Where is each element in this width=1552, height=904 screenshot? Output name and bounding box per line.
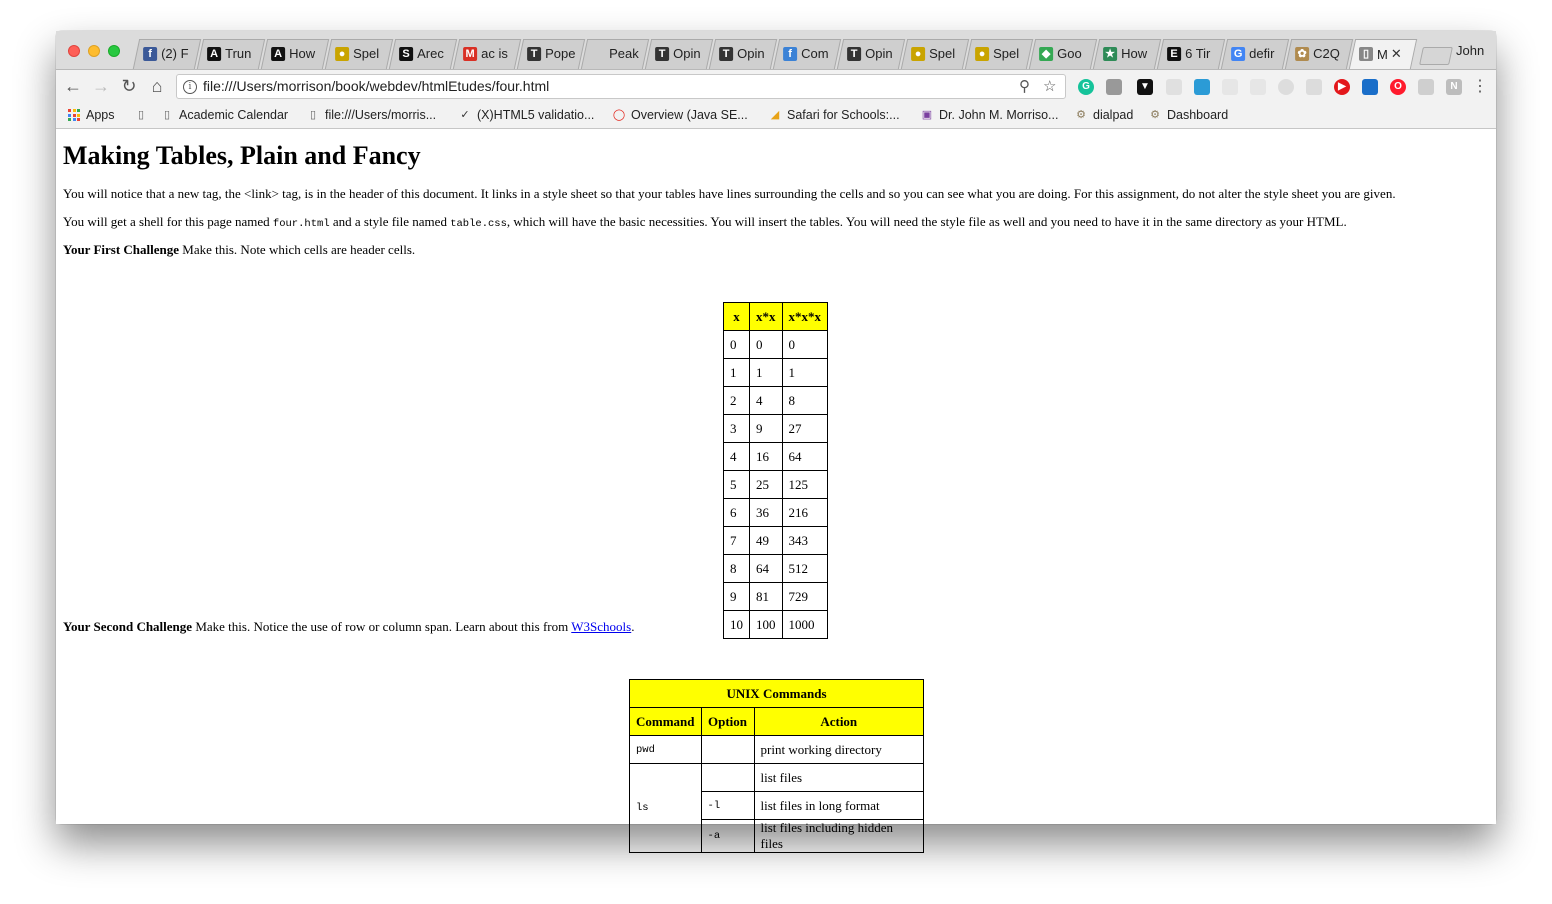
table-cell: 27	[782, 415, 828, 443]
menu-dots-icon[interactable]: ⋮	[1472, 78, 1488, 95]
table-row	[724, 583, 828, 611]
table-row	[724, 359, 828, 387]
browser-tab[interactable]	[709, 39, 777, 69]
table-cell: 0	[750, 331, 783, 359]
unix-header-row	[630, 708, 924, 736]
forward-button[interactable]: →	[92, 76, 110, 96]
action-cell: list files in long format	[754, 792, 923, 820]
table-cell: 6	[724, 499, 750, 527]
youtube-icon[interactable]: ▶	[1334, 79, 1350, 95]
browser-tab[interactable]	[453, 39, 521, 69]
powers-table-header-row	[724, 303, 828, 331]
apps-icon	[68, 109, 80, 121]
command-cell: pwd	[630, 736, 702, 764]
table-cell: 0	[782, 331, 828, 359]
table-row	[724, 415, 828, 443]
unix-commands-caption: UNIX Commands	[630, 680, 924, 708]
tab-label: Opin	[737, 46, 765, 61]
facebook-icon: f	[783, 47, 797, 61]
table-row	[724, 611, 828, 639]
table-row	[724, 555, 828, 583]
table-cell: 2	[724, 387, 750, 415]
browser-tab[interactable]	[133, 39, 201, 69]
table-cell: 8	[782, 387, 828, 415]
intro-paragraph: You will notice that a new tag, the <link> tag, is in the header of this document. It links in a style sheet so that your tables have lines surrounding the cells and so you can see what you are doing. For this assignment, do not alter the style sheet you are given.	[63, 186, 1396, 201]
header-cell: x	[724, 303, 750, 331]
circle-extension-icon[interactable]	[1278, 79, 1294, 95]
table-row	[724, 471, 828, 499]
document-icon: ▯	[163, 109, 171, 121]
bookmark-item[interactable]	[1148, 108, 1228, 122]
unix-caption-row	[630, 680, 924, 708]
nyt-icon: T	[719, 47, 733, 61]
extension-es-icon[interactable]	[1250, 79, 1266, 95]
extension-puzzle-icon[interactable]	[1166, 79, 1182, 95]
tab-label: How	[289, 46, 316, 61]
powers-table	[723, 302, 828, 639]
tab-label: 6 Tir	[1185, 46, 1211, 61]
shell-paragraph: You will get a shell for this page named four.html and a style file named table.css, which will have the basic necessities. You will insert the tables. You will need the style file as well and you need to have it in the same directory as your HTML.	[63, 214, 1347, 230]
w3schools-link[interactable]: W3Schools	[571, 619, 632, 634]
header-cell: x*x	[750, 303, 783, 331]
gmail-icon: M	[463, 47, 477, 61]
tab-label: Pope	[545, 46, 576, 61]
validator-icon: ✓	[460, 109, 470, 121]
nyt-icon: T	[847, 47, 861, 61]
action-cell: list files	[754, 764, 923, 792]
table-cell: 64	[782, 443, 828, 471]
table-row	[724, 387, 828, 415]
browser-tab[interactable]	[325, 39, 393, 69]
bookmark-item[interactable]	[458, 108, 594, 122]
gear-icon: ⚙	[1076, 109, 1086, 121]
browser-tab[interactable]	[901, 39, 969, 69]
browser-toolbar	[56, 70, 1496, 104]
bookmark-item[interactable]	[612, 108, 748, 122]
browser-tab[interactable]	[261, 39, 329, 69]
tab-label: Opin	[673, 46, 701, 61]
safari-icon: ◢	[770, 109, 780, 121]
browser-tab[interactable]	[773, 39, 841, 69]
blank-icon	[591, 47, 605, 61]
tab-label: M	[1377, 46, 1388, 62]
tab-label: defir	[1249, 46, 1275, 61]
bookmark-star-icon[interactable]: ☆	[1043, 78, 1057, 95]
bookmark-label: Dr. John M. Morriso...	[939, 108, 1059, 122]
url-text[interactable]: file:///Users/morrison/book/webdev/htmlEtudes/four.html	[203, 78, 550, 94]
profile-button[interactable]: John	[1456, 43, 1485, 58]
browser-window	[56, 31, 1496, 851]
close-tab-icon[interactable]: ✕	[1390, 46, 1402, 61]
table-cell: 1	[782, 359, 828, 387]
table-cell: 512	[782, 555, 828, 583]
table-cell: 9	[724, 583, 750, 611]
table-row	[630, 736, 924, 764]
table-css-filename: table.css	[450, 218, 507, 230]
table-cell: 216	[782, 499, 828, 527]
table-row	[724, 443, 828, 471]
bee-icon: ●	[911, 47, 925, 61]
minimize-window-button[interactable]	[88, 45, 100, 57]
extension-icon[interactable]	[1418, 79, 1434, 95]
table-cell: 64	[750, 555, 783, 583]
four-html-filename: four.html	[272, 218, 330, 230]
browser-tab[interactable]	[581, 39, 649, 69]
bookmark-label: Overview (Java SE...	[631, 108, 748, 122]
option-cell: -l	[701, 792, 754, 820]
first-challenge-label: Your First Challenge	[63, 242, 180, 257]
google-icon: G	[1231, 47, 1245, 61]
table-cell: 36	[750, 499, 783, 527]
bookmark-item[interactable]	[68, 108, 115, 122]
tab-label: Goo	[1057, 46, 1082, 61]
table-cell: 16	[750, 443, 783, 471]
zoom-window-button[interactable]	[108, 45, 120, 57]
second-challenge-paragraph: Your Second Challenge Make this. Notice the use of row or column span. Learn about this from W3Schools.	[63, 619, 635, 634]
vimeo-icon[interactable]: ▼	[1137, 79, 1153, 95]
browser-tab[interactable]	[1285, 39, 1353, 69]
bee-icon: ●	[975, 47, 989, 61]
tab-label: Spel	[993, 46, 1020, 61]
table-cell: 125	[782, 471, 828, 499]
bookmark-item[interactable]	[768, 108, 900, 122]
browser-tab[interactable]	[517, 39, 585, 69]
table-row	[724, 331, 828, 359]
option-cell: -a	[701, 820, 754, 853]
document-icon: ▯	[309, 109, 317, 121]
browser-tab[interactable]	[1157, 39, 1225, 69]
browser-tab[interactable]	[389, 39, 457, 69]
page-content	[56, 129, 1496, 851]
table-cell: 25	[750, 471, 783, 499]
atlantic-icon: A	[207, 47, 221, 61]
browser-tab[interactable]	[1029, 39, 1097, 69]
table-cell: 81	[750, 583, 783, 611]
bookmark-label: Apps	[86, 108, 115, 122]
bookmark-label: dialpad	[1093, 108, 1134, 122]
bookmark-item[interactable]	[306, 108, 436, 122]
table-row	[724, 527, 828, 555]
browser-tab[interactable]	[197, 39, 265, 69]
table-cell: 100	[750, 611, 783, 639]
tab-label: ac is	[481, 46, 508, 61]
star-icon: ★	[1103, 47, 1117, 61]
table-cell: 5	[724, 471, 750, 499]
gear-icon: ⚙	[1150, 109, 1160, 121]
e-icon: E	[1167, 47, 1181, 61]
atlantic-icon: A	[271, 47, 285, 61]
bookmark-label: file:///Users/morris...	[325, 108, 437, 122]
reload-button[interactable]: ↻	[121, 76, 137, 96]
bookmark-label: Safari for Schools:...	[787, 108, 900, 122]
document-icon: ▯	[137, 109, 145, 121]
action-cell: print working directory	[754, 736, 923, 764]
table-cell: 8	[724, 555, 750, 583]
notion-icon[interactable]: N	[1446, 79, 1462, 95]
table-cell: 1	[750, 359, 783, 387]
tab-label: Trun	[225, 46, 252, 61]
tab-label: Peak	[609, 46, 639, 61]
bookmark-label: Academic Calendar	[179, 108, 289, 122]
table-cell: 10	[724, 611, 750, 639]
home-button[interactable]: ⌂	[151, 76, 163, 96]
table-cell: 0	[724, 331, 750, 359]
browser-tab[interactable]	[837, 39, 905, 69]
table-cell: 1000	[782, 611, 828, 639]
info-icon[interactable]: i	[183, 80, 197, 94]
table-cell: 9	[750, 415, 783, 443]
tab-label: Spel	[929, 46, 956, 61]
tab-label: Arec	[417, 46, 444, 61]
option-cell	[701, 736, 754, 764]
back-button[interactable]: ←	[64, 76, 82, 96]
bookmark-label: (X)HTML5 validatio...	[477, 108, 595, 122]
action-cell: list files including hidden files	[754, 820, 923, 853]
search-icon[interactable]: ⚲	[1019, 78, 1030, 95]
table-cell: 729	[782, 583, 828, 611]
action-header: Action	[754, 708, 923, 736]
command-cell: ls	[630, 764, 702, 853]
bookmark-item[interactable]	[160, 108, 288, 122]
address-bar[interactable]	[176, 74, 1066, 99]
nyt-icon: T	[527, 47, 541, 61]
table-row	[724, 499, 828, 527]
close-window-button[interactable]	[68, 45, 80, 57]
bookmark-label: Dashboard	[1167, 108, 1229, 122]
title-bar	[56, 31, 1496, 70]
new-tab-button[interactable]	[1419, 47, 1453, 65]
bookmark-item[interactable]	[134, 108, 153, 122]
second-challenge-label: Your Second Challenge	[63, 619, 193, 634]
brush-extension-icon[interactable]	[1306, 79, 1322, 95]
extension-icon[interactable]	[1222, 79, 1238, 95]
table-cell: 49	[750, 527, 783, 555]
tab-label: C2Q	[1313, 46, 1340, 61]
browser-tab[interactable]	[965, 39, 1033, 69]
bookmarks-bar	[56, 104, 1496, 129]
browser-tab[interactable]	[1221, 39, 1289, 69]
document-icon: ▯	[1359, 47, 1373, 61]
chat-extension-icon[interactable]	[1362, 79, 1378, 95]
browser-tab[interactable]	[1093, 39, 1161, 69]
browser-tab[interactable]	[645, 39, 713, 69]
bookmark-item[interactable]	[1074, 108, 1133, 122]
table-cell: 4	[750, 387, 783, 415]
table-cell: 343	[782, 527, 828, 555]
first-challenge-paragraph: Your First Challenge Make this. Note which cells are header cells.	[63, 242, 416, 257]
header-cell: x*x*x	[782, 303, 828, 331]
tab-label: (2) F	[161, 46, 189, 61]
grammarly-icon[interactable]: G	[1078, 79, 1094, 95]
option-header: Option	[701, 708, 754, 736]
table-row	[630, 764, 924, 792]
key-extension-icon[interactable]	[1194, 79, 1210, 95]
browser-tab[interactable]	[1349, 39, 1417, 69]
profile-icon: ▣	[921, 109, 933, 121]
table-cell: 1	[724, 359, 750, 387]
nyt-icon: T	[655, 47, 669, 61]
table-cell: 3	[724, 415, 750, 443]
bookmark-item[interactable]	[920, 108, 1058, 122]
unix-commands-table	[629, 679, 924, 853]
command-header: Command	[630, 708, 702, 736]
oracle-icon: ◯	[612, 109, 626, 121]
opera-icon[interactable]: O	[1390, 79, 1406, 95]
table-cell: 4	[724, 443, 750, 471]
tab-label: Opin	[865, 46, 893, 61]
option-cell	[701, 764, 754, 792]
tab-label: Spel	[353, 46, 380, 61]
slate-icon: S	[399, 47, 413, 61]
gear-icon: ✿	[1295, 47, 1309, 61]
tab-label: Com	[801, 46, 829, 61]
page-title: Making Tables, Plain and Fancy	[63, 141, 421, 170]
facebook-icon: f	[143, 47, 157, 61]
tab-label: How	[1121, 46, 1148, 61]
extension-icon[interactable]	[1106, 79, 1122, 95]
bee-icon: ●	[335, 47, 349, 61]
table-cell: 7	[724, 527, 750, 555]
maps-icon: ◆	[1039, 47, 1053, 61]
